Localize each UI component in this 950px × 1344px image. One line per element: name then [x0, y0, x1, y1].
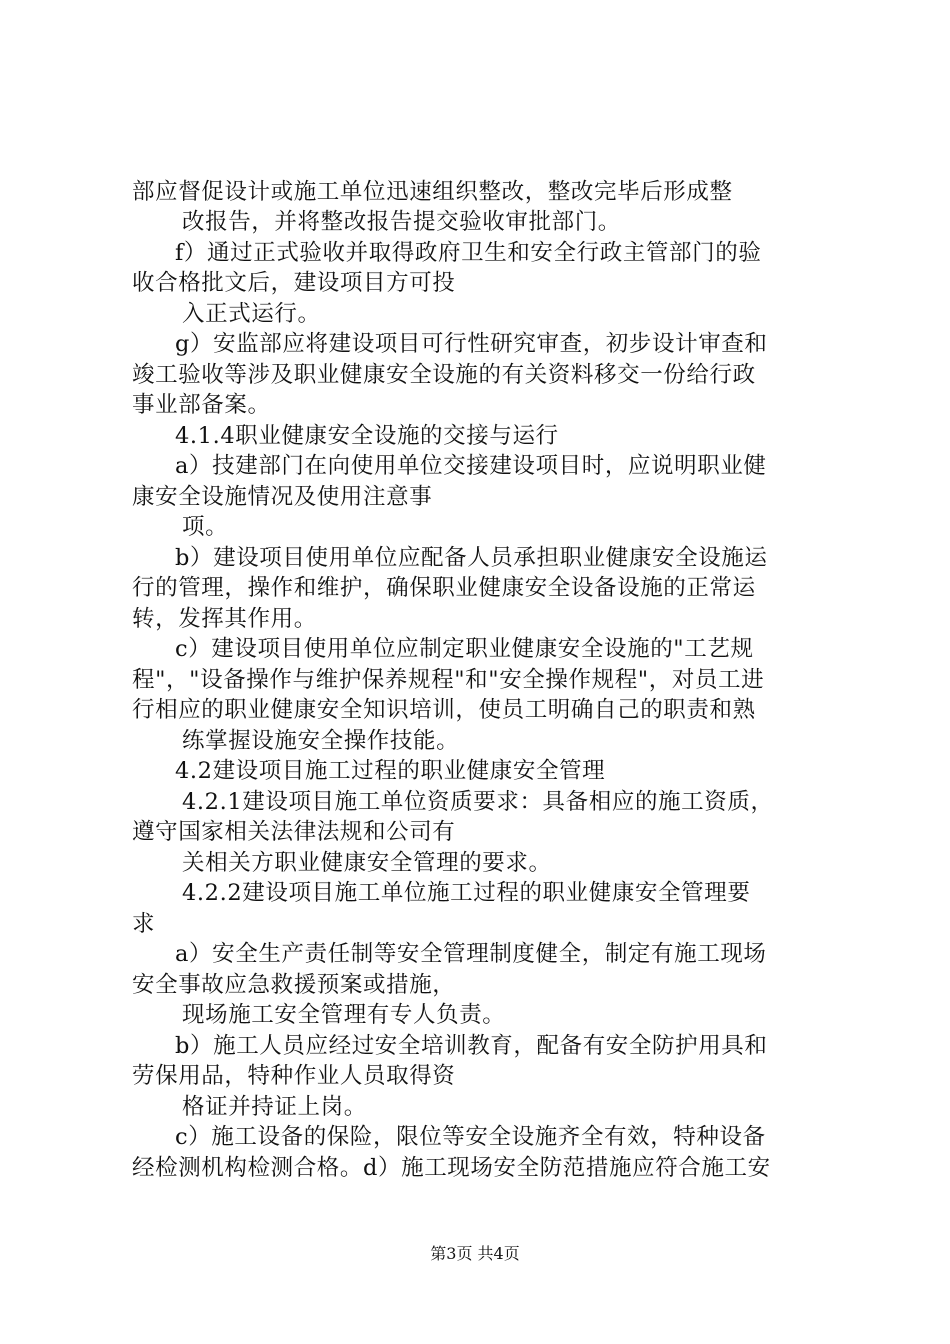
text-line: 项。 — [182, 514, 229, 540]
text-line: 格证并持证上岗。 — [182, 1094, 367, 1120]
text-line: 部应督促设计或施工单位迅速组织整改，整改完毕后形成整 — [132, 179, 733, 205]
section-heading: 4.1.4职业健康安全设施的交接与运行 — [175, 423, 559, 449]
text-line: 经检测机构检测合格。d）施工现场安全防范措施应符合施工安 — [132, 1155, 771, 1181]
text-line: a）技建部门在向使用单位交接建设项目时，应说明职业健 — [175, 453, 767, 479]
text-line: 4.2.1建设项目施工单位资质要求：具备相应的施工资质， — [182, 789, 774, 815]
text-line: 行的管理，操作和维护，确保职业健康安全设备设施的正常运 — [132, 575, 756, 601]
text-line: 求 — [132, 911, 156, 937]
text-line: c）建设项目使用单位应制定职业健康安全设施的"工艺规 — [175, 636, 754, 662]
text-line: b）建设项目使用单位应配备人员承担职业健康安全设施运 — [175, 545, 768, 571]
text-line: 改报告，并将整改报告提交验收审批部门。 — [182, 209, 621, 235]
text-line: c）施工设备的保险，限位等安全设施齐全有效，特种设备 — [175, 1124, 766, 1150]
text-line: b）施工人员应经过安全培训教育，配备有安全防护用具和 — [175, 1033, 768, 1059]
text-line: 竣工验收等涉及职业健康安全设施的有关资料移交一份给行政 — [132, 362, 756, 388]
text-line: 现场施工安全管理有专人负责。 — [182, 1002, 506, 1028]
text-line: g）安监部应将建设项目可行性研究审查，初步设计审查和 — [175, 331, 768, 357]
text-line: 程"，"设备操作与维护保养规程"和"安全操作规程"，对员工进 — [132, 667, 765, 693]
text-line: 事业部备案。 — [132, 392, 271, 418]
text-line: 入正式运行。 — [182, 301, 321, 327]
text-line: 安全事故应急救援预案或措施， — [132, 972, 456, 998]
text-line: 收合格批文后，建设项目方可投 — [132, 270, 456, 296]
text-line: 行相应的职业健康安全知识培训，使员工明确自己的职责和熟 — [132, 697, 756, 723]
text-line: a）安全生产责任制等安全管理制度健全，制定有施工现场 — [175, 941, 767, 967]
text-line: 遵守国家相关法律法规和公司有 — [132, 819, 456, 845]
text-line: 劳保用品，特种作业人员取得资 — [132, 1063, 456, 1089]
text-line: 练掌握设施安全操作技能。 — [182, 728, 460, 754]
text-line: 转，发挥其作用。 — [132, 606, 317, 632]
text-line: 4.2.2建设项目施工单位施工过程的职业健康安全管理要 — [182, 880, 751, 906]
section-heading: 4.2建设项目施工过程的职业健康安全管理 — [175, 758, 606, 784]
text-line: 康安全设施情况及使用注意事 — [132, 484, 433, 510]
text-line: f）通过正式验收并取得政府卫生和安全行政主管部门的验 — [175, 240, 762, 266]
page-footer: 第3页 共4页 — [430, 1244, 520, 1263]
text-line: 关相关方职业健康安全管理的要求。 — [182, 850, 552, 876]
